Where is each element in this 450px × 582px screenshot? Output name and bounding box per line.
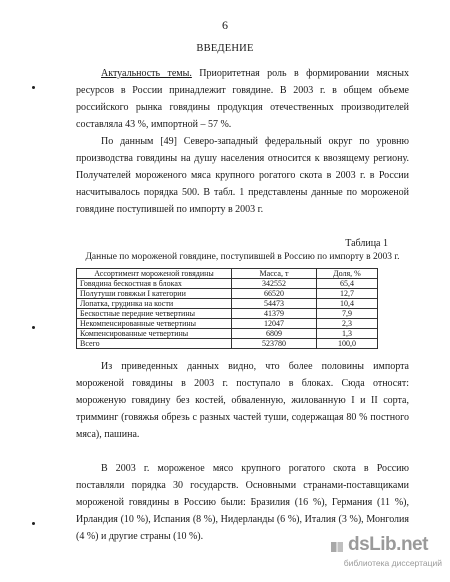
table-row: [77, 319, 378, 329]
import-table: [76, 268, 378, 349]
cell-mass: 54473: [232, 299, 317, 309]
dslib-watermark: [324, 534, 442, 574]
watermark-subtitle: библиотека диссертаций: [343, 558, 442, 568]
cell-assortment: Говядина бескостная в блоках: [77, 279, 232, 289]
margin-dot: [32, 86, 35, 89]
table-row: [77, 289, 378, 299]
relevance-label: Актуальность темы.: [101, 68, 192, 79]
table-row: [77, 309, 378, 319]
paragraph-relevance: [76, 65, 409, 133]
table-number: Таблица 1: [345, 238, 388, 249]
page-number: 6: [222, 18, 228, 32]
cell-mass: 342552: [232, 279, 317, 289]
margin-dot: [32, 326, 35, 329]
book-icon: [330, 540, 344, 554]
cell-share: 65,4: [317, 279, 378, 289]
section-heading: ВВЕДЕНИЕ: [196, 43, 254, 54]
table-row: [77, 329, 378, 339]
cell-mass: 523780: [232, 339, 317, 349]
cell-assortment: Лопатка, грудинка на кости: [77, 299, 232, 309]
cell-mass: 6809: [232, 329, 317, 339]
table-caption: Данные по мороженой говядине, поступившей в Россию по импорту в 2003 г.: [85, 252, 400, 262]
cell-mass: 12047: [232, 319, 317, 329]
margin-dot: [32, 522, 35, 525]
table-row-total: [77, 339, 378, 349]
table-header-row: [77, 269, 378, 279]
cell-assortment: Бескостные передние четвертины: [77, 309, 232, 319]
cell-share: 10,4: [317, 299, 378, 309]
cell-assortment: Полутуши говяжьи I категории: [77, 289, 232, 299]
cell-share: 12,7: [317, 289, 378, 299]
cell-share: 1,3: [317, 329, 378, 339]
paragraph-northwest: [76, 133, 409, 218]
table-row: [77, 299, 378, 309]
cell-mass: 41379: [232, 309, 317, 319]
analysis-text: Из приведенных данных видно, что более половины импорта мороженой говядины в 2003 г. поступало в блоках. Сюда относят: мороженую говядину без костей, обваленную, жилованную I и II сорта, тримминг (говяжья обрезь с разных частей туши, содержащая 80 % постного мяса), пашина.: [76, 361, 409, 440]
paragraph-analysis: [76, 358, 409, 443]
header-share: Доля, %: [317, 269, 378, 279]
header-assortment: Ассортимент мороженой говядины: [77, 269, 232, 279]
watermark-title: dsLib.net: [348, 534, 428, 555]
cell-share: 2,3: [317, 319, 378, 329]
table-row: [77, 279, 378, 289]
cell-mass: 66520: [232, 289, 317, 299]
header-mass: Масса, т: [232, 269, 317, 279]
cell-assortment: Всего: [77, 339, 232, 349]
paragraph-suppliers: [76, 460, 409, 545]
cell-share: 100,0: [317, 339, 378, 349]
cell-assortment: Некомпенсированные четвертины: [77, 319, 232, 329]
cell-assortment: Компенсированные четвертины: [77, 329, 232, 339]
relevance-text: Приоритетная роль в формировании мясных ресурсов в России принадлежит говядине. В 2003 г. в общем объеме российского рынка говядины продукция отечественных производителей составляла 43 %, импортной – 57 %.: [76, 68, 409, 130]
northwest-text: По данным [49] Северо-западный федеральный округ по уровню производства говядины на душу населения относится к ввозящему региону. Получателей мороженого мяса крупного рогатого скота в 2003 г. в России насчитывалось порядка 500. В табл. 1 представлены данные по мороженой говядине поступившей по импорту в 2003 г.: [76, 136, 409, 215]
suppliers-text: В 2003 г. мороженое мясо крупного рогатого скота в Россию поставляли порядка 30 государств. Основными странами-поставщиками мороженой говядины в Россию были: Бразилия (16 %), Германия (11 %), Ирландия (10 %), Испания (8 %), Нидерланды (6 %), Италия (3 %), Монголия (4 %) и другие страны (10 %).: [76, 463, 409, 542]
cell-share: 7,9: [317, 309, 378, 319]
